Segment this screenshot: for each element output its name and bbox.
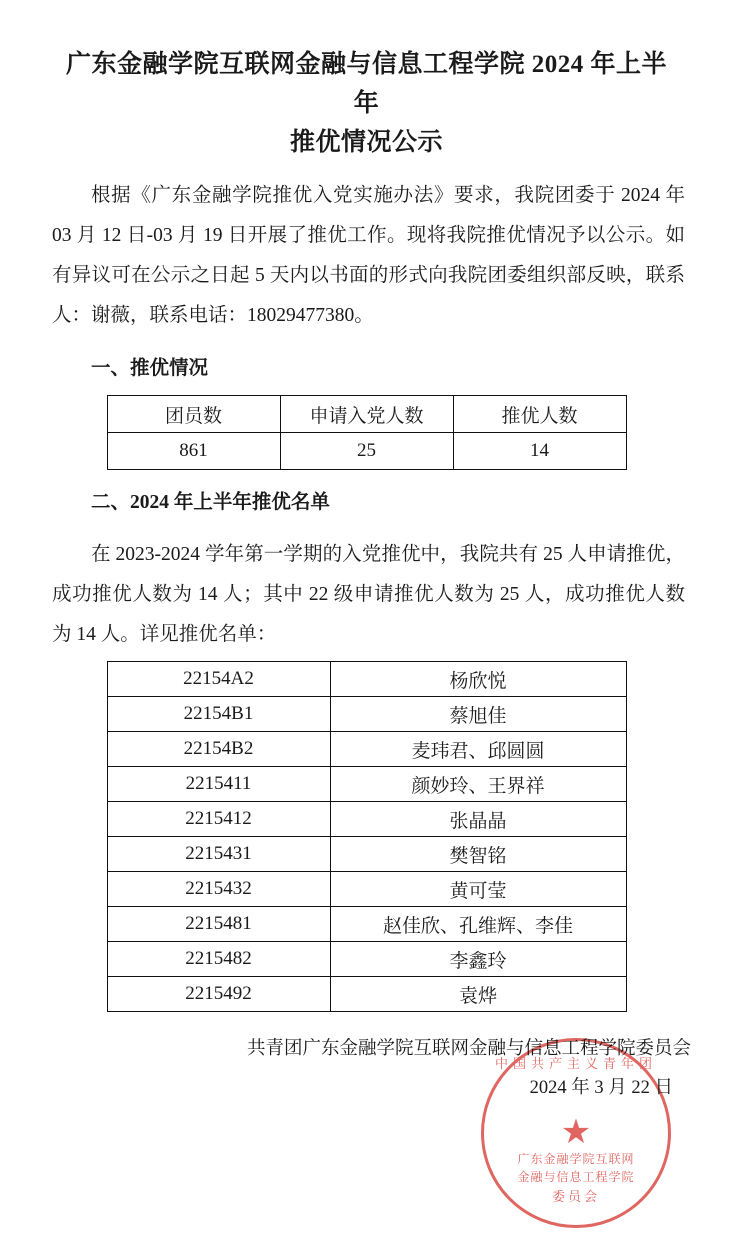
page-title	[0, 0, 733, 162]
table-row	[107, 977, 626, 1012]
namelist-name-cell: 赵佳欣、孔维辉、李佳	[330, 907, 626, 942]
seal-line-1: 广东金融学院互联网	[517, 1152, 635, 1166]
namelist-id-cell: 2215411	[107, 767, 330, 802]
namelist-id-cell: 2215492	[107, 977, 330, 1012]
namelist-id-cell: 22154B1	[107, 697, 330, 732]
summary-header-cell: 推优人数	[453, 396, 626, 433]
intro-paragraph: 根据《广东金融学院推优入党实施办法》要求，我院团委于 2024 年 03 月 12 日-03 月 19 日开展了推优工作。现将我院推优情况予以公示。如有异议可在公示之日起 5 天内以书面的形式向我院团委组织部反映，联系人：谢薇，联系电话：18029477380。	[52, 185, 685, 327]
table-row	[107, 802, 626, 837]
seal-star-icon: ★	[560, 1114, 592, 1151]
signature-block	[0, 1030, 733, 1108]
table-row	[107, 697, 626, 732]
table-row	[107, 732, 626, 767]
table-row	[107, 767, 626, 802]
summary-value-cell: 14	[453, 433, 626, 470]
summary-header-cell: 申请入党人数	[280, 396, 453, 433]
namelist-name-cell: 蔡旭佳	[330, 697, 626, 732]
page-title-line-1: 广东金融学院互联网金融与信息工程学院 2024 年上半年	[65, 51, 667, 117]
namelist-name-cell: 袁烨	[330, 977, 626, 1012]
table-row	[107, 872, 626, 907]
table-row	[107, 662, 626, 697]
table-row	[107, 907, 626, 942]
namelist-name-cell: 颜妙玲、王界祥	[330, 767, 626, 802]
namelist-name-cell: 张晶晶	[330, 802, 626, 837]
section-2-heading: 二、2024 年上半年推优名单	[91, 492, 330, 514]
namelist-name-cell: 黄可莹	[330, 872, 626, 907]
namelist-name-cell: 麦玮君、邱圆圆	[330, 732, 626, 767]
signature-date: 2024 年 3 月 22 日	[529, 1077, 673, 1098]
namelist-name-cell: 李鑫玲	[330, 942, 626, 977]
namelist-id-cell: 2215412	[107, 802, 330, 837]
section-1-heading: 一、推优情况	[91, 358, 209, 380]
namelist-name-cell: 杨欣悦	[330, 662, 626, 697]
table-row	[107, 837, 626, 872]
namelist-table	[107, 661, 627, 1012]
summary-header-cell: 团员数	[107, 396, 280, 433]
table-row	[107, 942, 626, 977]
section-2-paragraph-wrap	[0, 527, 733, 655]
signature-organization: 共青团广东金融学院互联网金融与信息工程学院委员会	[246, 1039, 691, 1060]
namelist-name-cell: 樊智铭	[330, 837, 626, 872]
table-header-row	[107, 396, 626, 433]
seal-line-3: 委员会	[551, 1189, 600, 1204]
summary-table	[107, 395, 627, 470]
table-row	[107, 433, 626, 470]
summary-value-cell: 25	[280, 433, 453, 470]
section-2-paragraph: 在 2023-2024 学年第一学期的入党推优中，我院共有 25 人申请推优，成功推优人数为 14 人；其中 22 级申请推优人数为 25 人，成功推优人数为 14 人。详见推优名单：	[52, 544, 685, 646]
namelist-table-wrap	[0, 655, 733, 1012]
page-title-line-2: 推优情况公示	[289, 128, 443, 156]
summary-value-cell: 861	[107, 433, 280, 470]
seal-line-2: 金融与信息工程学院	[517, 1170, 635, 1184]
namelist-id-cell: 2215482	[107, 942, 330, 977]
seal-arc-text: 中国共产主义青年团	[494, 1056, 657, 1071]
namelist-id-cell: 2215431	[107, 837, 330, 872]
intro-section	[0, 162, 733, 336]
namelist-id-cell: 22154B2	[107, 732, 330, 767]
namelist-id-cell: 22154A2	[107, 662, 330, 697]
namelist-id-cell: 2215481	[107, 907, 330, 942]
namelist-id-cell: 2215432	[107, 872, 330, 907]
summary-table-wrap	[0, 393, 733, 470]
